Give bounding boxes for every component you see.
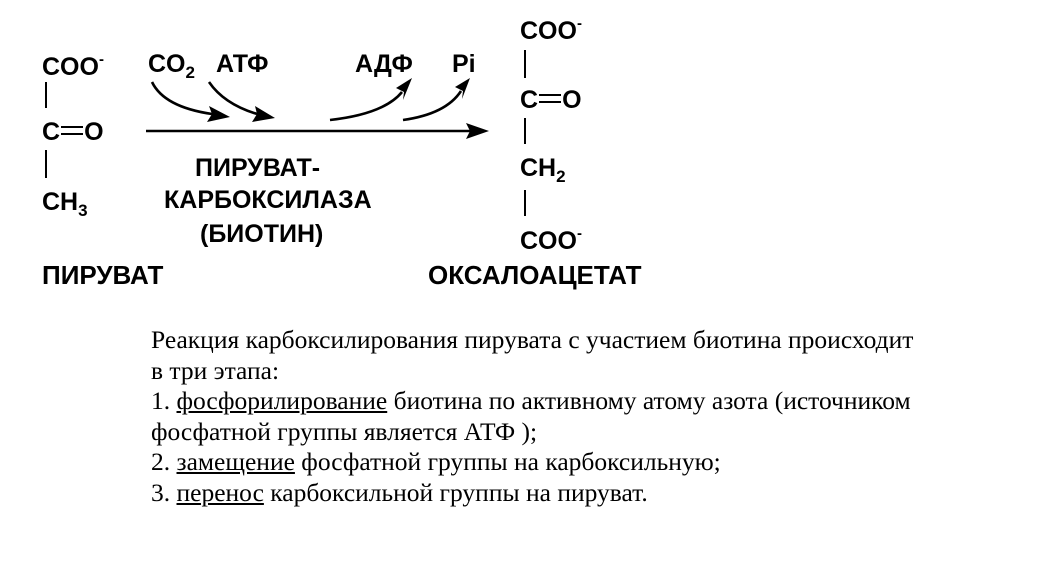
atp-label: АТФ: [216, 50, 269, 78]
step-3: 3. перенос карбоксильной группы на пируват.: [151, 477, 648, 507]
step-1-term: фосфорилирование: [176, 386, 388, 415]
pyruvate-coo: COO-: [42, 51, 104, 81]
adp-arrow: [330, 78, 412, 120]
pi-label: Pi: [452, 50, 476, 78]
enzyme-line3: (БИОТИН): [200, 220, 324, 248]
step-3-term: перенос: [176, 477, 264, 507]
oxaloacetate-bond-1: [524, 50, 526, 78]
oxaloacetate-bond-3: [524, 190, 526, 216]
intro-line-2: в три этапа:: [151, 355, 280, 385]
step-1-continued: фосфатной группы является АТФ );: [151, 416, 538, 446]
pi-arrow: [403, 78, 470, 120]
pyruvate-carbonyl: C O: [42, 118, 104, 146]
oxaloacetate-bond-2: [524, 118, 526, 144]
double-bond: [539, 94, 561, 103]
oxaloacetate-coo-top: COO-: [520, 15, 582, 45]
enzyme-line1: ПИРУВАТ-: [195, 154, 321, 182]
oxaloacetate-coo-bottom: COO-: [520, 225, 582, 255]
step-2-term: замещение: [176, 447, 295, 476]
co2-label: $CO_2$: [148, 50, 195, 82]
main-reaction-arrow: [146, 123, 489, 139]
step-1: 1. фосфорилирование биотина по активному атому азота (источником: [151, 386, 911, 415]
enzyme-line2: КАРБОКСИЛАЗА: [164, 186, 372, 214]
adp-label: АДФ: [355, 50, 413, 78]
oxaloacetate-ch2: $CH_2$: [520, 154, 566, 186]
oxaloacetate-name: ОКСАЛОАЦЕТАТ: [428, 260, 642, 290]
description-text: [151, 325, 1051, 508]
intro-line-1: Реакция карбоксилирования пирувата с участием биотина происходит: [151, 325, 914, 354]
oxaloacetate-carbonyl: C O: [520, 86, 582, 114]
co2-arrow: [152, 82, 230, 122]
pyruvate-ch3: $CH_3$: [42, 188, 88, 220]
pyruvate-name: ПИРУВАТ: [42, 260, 164, 290]
step-2: 2. замещение фосфатной группы на карбоксильную;: [151, 447, 721, 476]
